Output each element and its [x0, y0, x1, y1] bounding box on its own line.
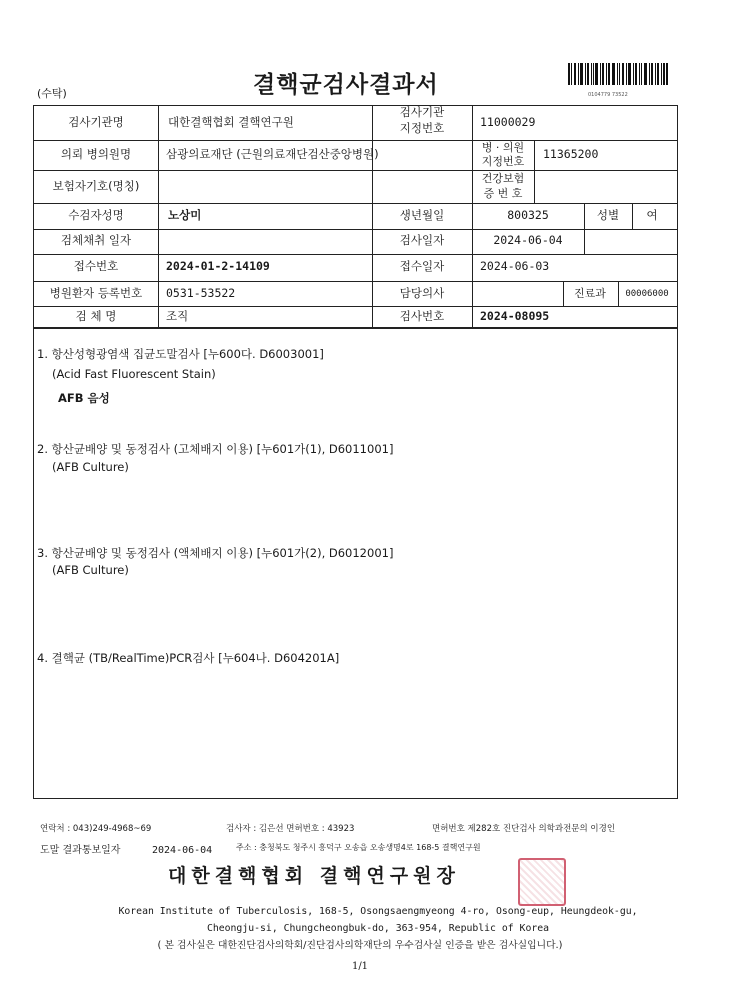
clinic-code-label-1: 병 · 의원: [481, 141, 525, 154]
result-1-subtitle: (Acid Fast Fluorescent Stain): [52, 367, 216, 381]
lab-name: 대한결핵협회 결핵연구원: [168, 115, 294, 129]
specimen-label: 검 체 명: [75, 309, 117, 323]
lab-code-label-2: 지정번호: [399, 121, 445, 135]
lab-code: 11000029: [480, 115, 536, 129]
collect-date-label: 검체채취 일자: [60, 233, 132, 247]
result-3-title: 3. 항산균배양 및 동정검사 (액체배지 이용) [누601가(2), D6012001]: [37, 546, 394, 560]
receipt-date: 2024-06-03: [480, 259, 550, 273]
sex-label: 성별: [596, 208, 620, 222]
lab-name-label: 검사기관명: [68, 115, 124, 129]
hospital-reg-label: 병원환자 등록번호: [49, 286, 143, 300]
specimen: 조직: [166, 309, 189, 323]
barcode-icon: [568, 63, 668, 91]
english-address-2: Cheongju-si, Chungcheongbuk-do, 363-954, Republic of Korea: [206, 923, 550, 934]
test-no: 2024-08095: [480, 309, 550, 323]
dob: 800325: [507, 208, 549, 222]
lab-code-label-1: 검사기관: [399, 105, 445, 119]
dept-code: 00006000: [625, 289, 669, 299]
license: 면허번호 제282호 진단검사 의학과전문의 이경인: [432, 824, 616, 834]
results-box: [33, 328, 678, 799]
health-ins-label-2: 증 번 호: [483, 187, 523, 200]
receipt-mark: (수탁): [37, 87, 67, 100]
report-date: 2024-06-04: [152, 845, 213, 856]
clinic-code: 11365200: [543, 147, 599, 161]
test-no-label: 검사번호: [399, 309, 445, 323]
official-seal-icon: [518, 858, 566, 906]
test-date: 2024-06-04: [493, 233, 563, 247]
tester: 검사자 : 김은선 면허번호 : 43923: [226, 824, 355, 834]
contact: 연락처 : 043)249-4968~69: [40, 824, 152, 834]
result-4-title: 4. 결핵균 (TB/RealTime)PCR검사 [누604나. D604201A]: [37, 651, 340, 665]
insurer-label: 보험자기호(명칭): [52, 179, 140, 193]
patient-label: 수검자성명: [68, 208, 124, 222]
certification: ( 본 검사실은 대한진단검사의학회/진단검사의학재단의 우수검사실 인증을 받은 검사실입니다.): [157, 940, 563, 951]
accession-label: 접수번호: [73, 259, 119, 273]
clinic-name: 삼광의료재단 (근원의료재단검산중앙병원): [166, 147, 379, 161]
accession-no: 2024-01-2-14109: [166, 259, 270, 273]
sex: 여: [646, 208, 658, 222]
result-2-subtitle: (AFB Culture): [52, 460, 129, 474]
dept-label: 진료과: [574, 287, 606, 300]
result-1-title: 1. 항산성형광염색 집균도말검사 [누600다. D6003001]: [37, 347, 324, 361]
clinic-label: 의뢰 병의원명: [60, 147, 132, 161]
test-date-label: 검사일자: [399, 233, 445, 247]
receipt-date-label: 접수일자: [399, 259, 445, 273]
report-date-label: 도말 결과통보일자: [40, 845, 121, 856]
doctor-label: 담당의사: [399, 286, 445, 300]
dob-label: 생년월일: [399, 208, 445, 222]
health-ins-label-1: 건강보험: [481, 172, 525, 185]
address: 주소 : 충청북도 청주시 흥덕구 오송읍 오송생명4로 168-5 결핵연구원: [236, 843, 481, 852]
result-2-title: 2. 항산균배양 및 동정검사 (고체배지 이용) [누601가(1), D6011001]: [37, 442, 394, 456]
hospital-reg-no: 0531-53522: [166, 286, 236, 300]
barcode-number: 0104779 73522: [588, 92, 628, 98]
document-title: 결핵균검사결과서: [253, 72, 439, 98]
page-number: 1/1: [351, 961, 369, 972]
org-name: 대한결핵협회 결핵연구원장: [168, 865, 460, 887]
result-3-subtitle: (AFB Culture): [52, 563, 129, 577]
result-1-value: AFB 음성: [58, 391, 110, 405]
patient-name: 노상미: [168, 208, 202, 222]
english-address-1: Korean Institute of Tuberculosis, 168-5, Osongsaengmyeong 4-ro, Osong-eup, Heungdeok-gu,: [118, 906, 638, 917]
clinic-code-label-2: 지정번호: [481, 155, 525, 168]
